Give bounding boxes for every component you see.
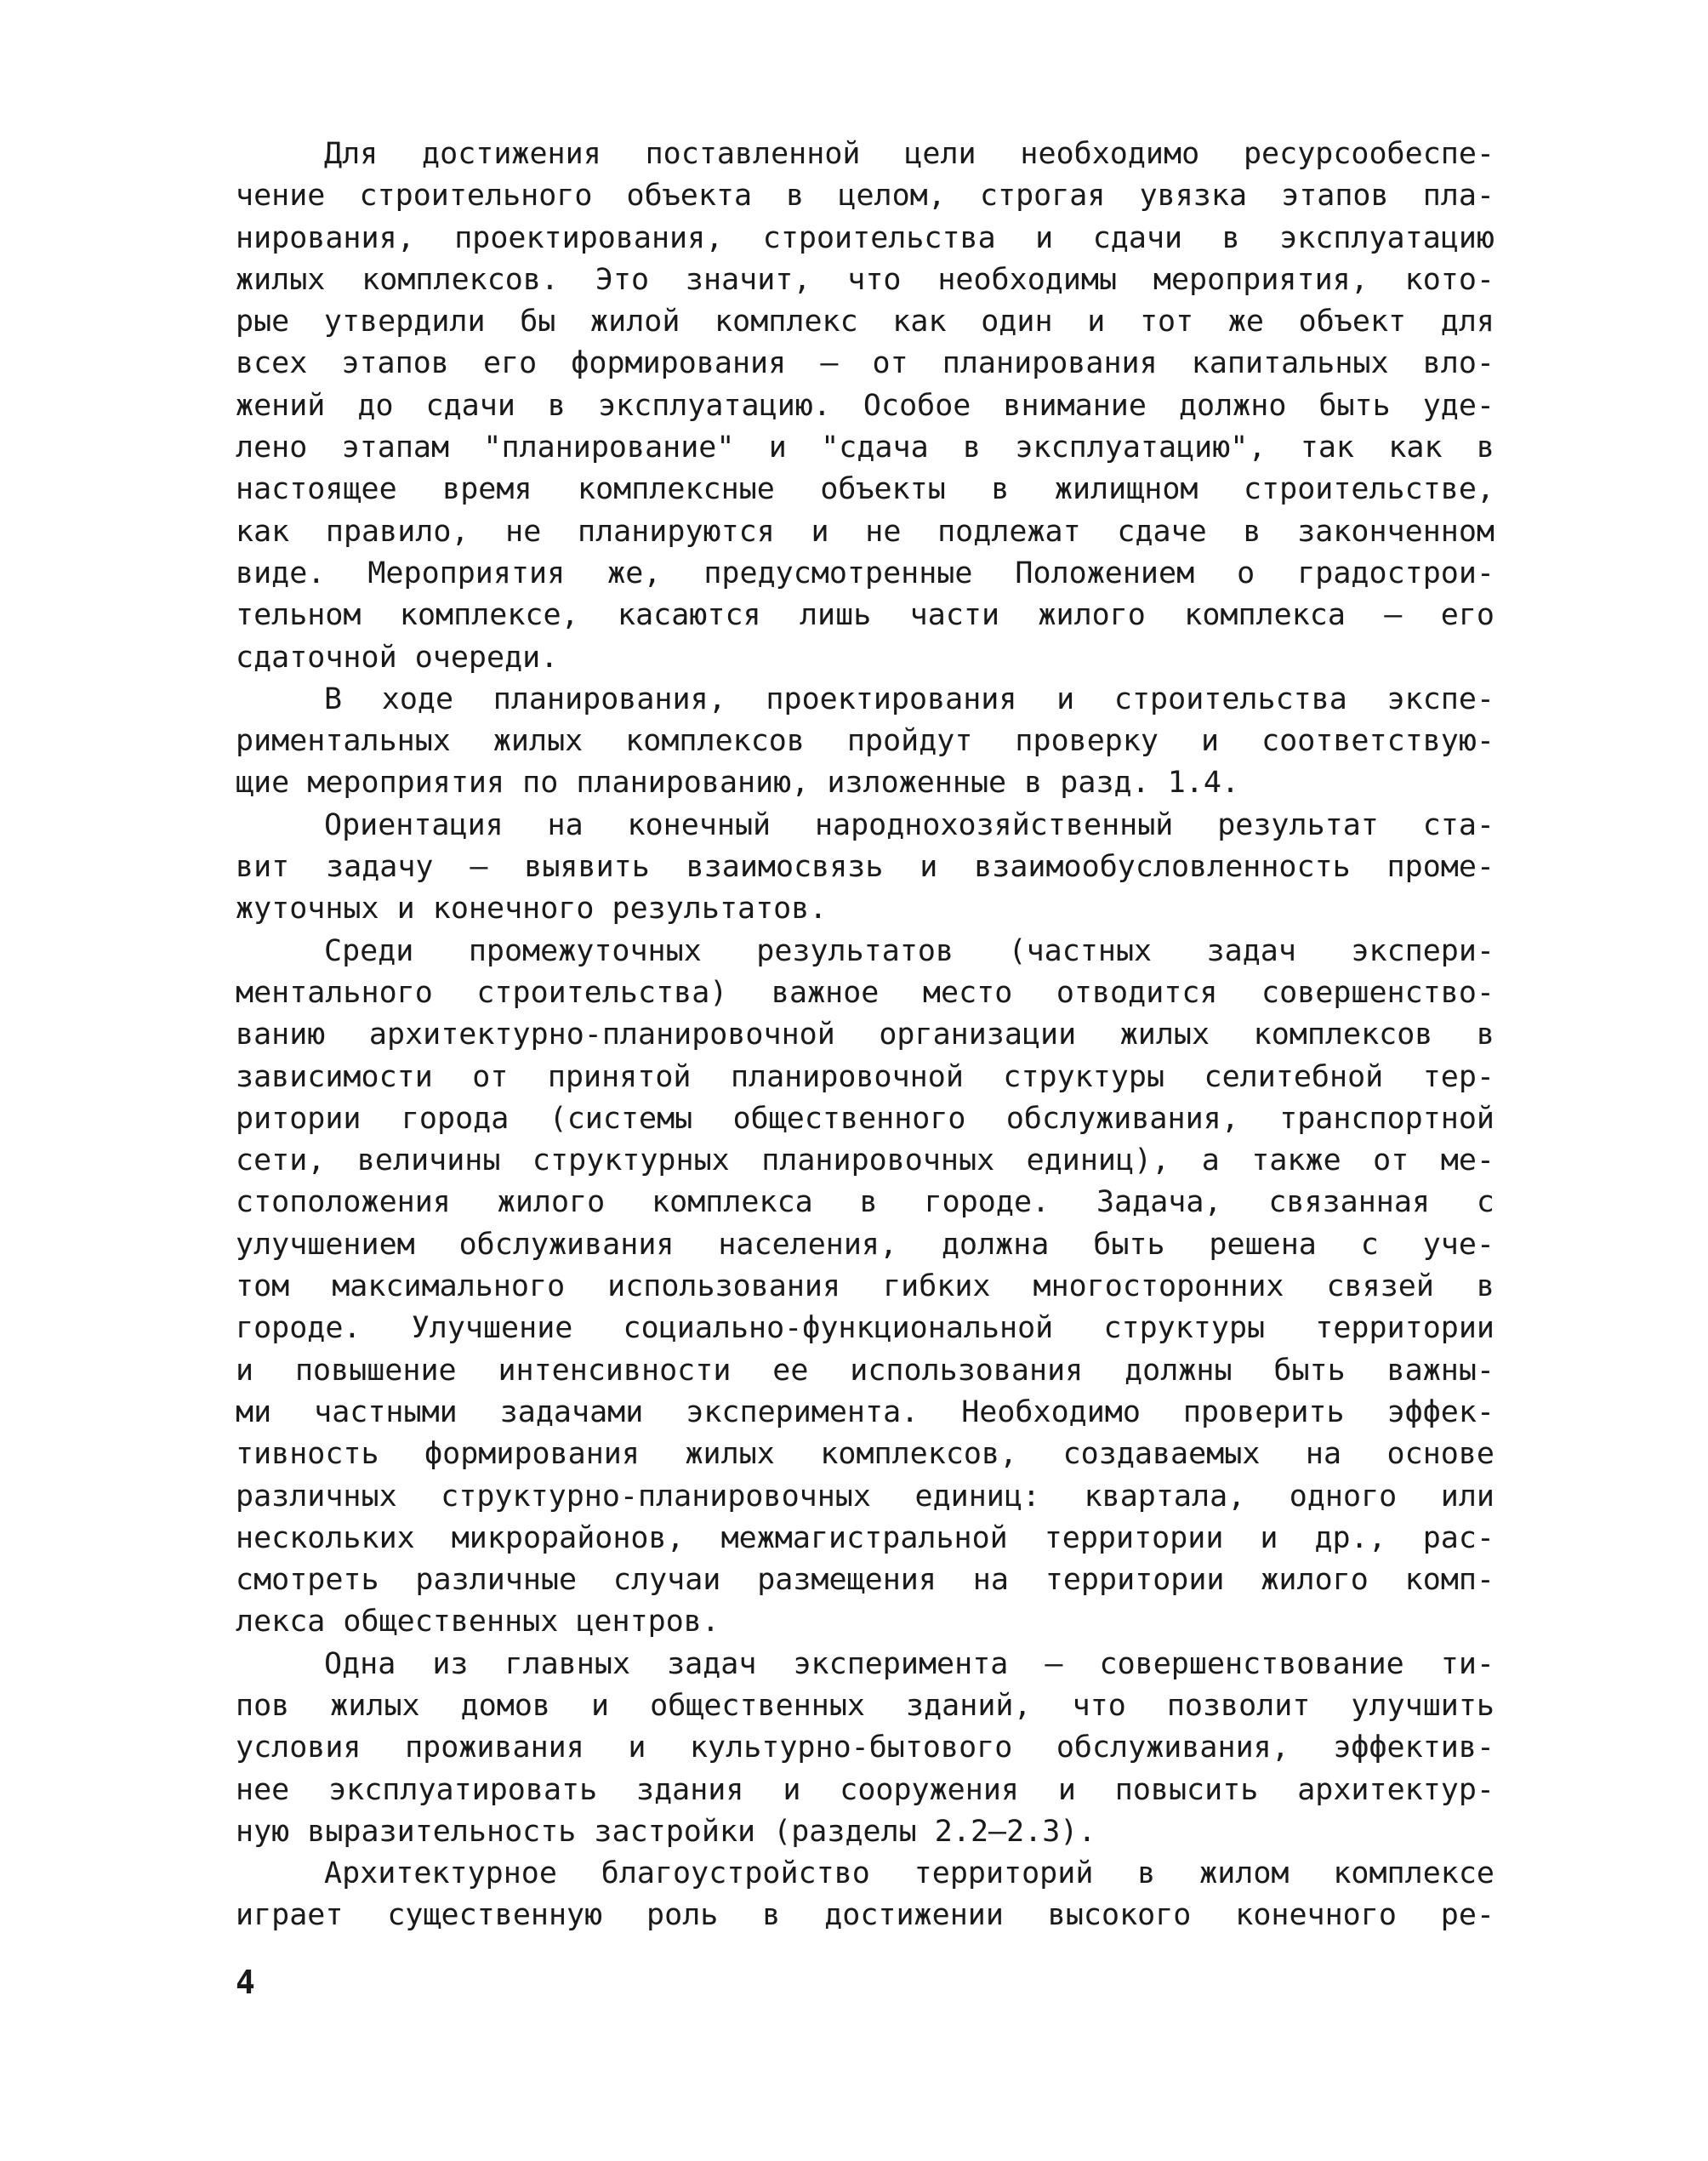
text-line: сдаточной очереди. [236, 640, 559, 675]
text-line: Одна из главных задач эксперимента – совершенствование ти- [324, 1646, 1494, 1681]
text-line: условия проживания и культурно-бытового обслуживания, эффектив- [236, 1731, 1494, 1765]
text-line: зависимости от принятой планировочной структуры селитебной тер- [236, 1059, 1494, 1094]
text-line: Ориентация на конечный народнохозяйственный результат ста- [324, 807, 1494, 842]
text-line: тельном комплексе, касаются лишь части жилого комплекса – его [236, 598, 1494, 633]
text-line: ную выразительность застройки (разделы 2.2–2.3). [236, 1814, 1096, 1849]
text-line: лекса общественных центров. [236, 1605, 720, 1639]
text-line: ритории города (системы общественного обслуживания, транспортной [236, 1101, 1494, 1136]
text-line: нее эксплуатировать здания и сооружения и повысить архитектур- [236, 1772, 1494, 1807]
text-line: жилых комплексов. Это значит, что необходимы мероприятия, кото- [236, 262, 1494, 297]
text-line: ванию архитектурно-планировочной организации жилых комплексов в [236, 1018, 1494, 1052]
text-line: стоположения жилого комплекса в городе. Задача, связанная с [236, 1185, 1494, 1220]
text-line: нескольких микрорайонов, межмагистральной территории и др., рас- [236, 1520, 1494, 1555]
text-line: виде. Мероприятия же, предусмотренные Положением о градострои- [236, 556, 1494, 590]
text-line: том максимального использования гибких многосторонних связей в [236, 1269, 1494, 1304]
text-line: как правило, не планируются и не подлежат сдаче в законченном [236, 514, 1494, 549]
text-line: лено этапам "планирование" и "сдача в эксплуатацию", так как в [236, 430, 1494, 465]
text-line: различных структурно-планировочных единиц: квартала, одного или [236, 1479, 1494, 1514]
text-line: нирования, проектирования, строительства и сдачи в эксплуатацию [236, 220, 1494, 255]
text-line: ми частными задачами эксперимента. Необходимо проверить эффек- [236, 1394, 1494, 1429]
text-line: Для достижения поставленной цели необходимо ресурсообеспе- [324, 137, 1494, 171]
text-line: сети, величины структурных планировочных единиц), а также от ме- [236, 1143, 1494, 1178]
text-line: улучшением обслуживания населения, должна быть решена с уче- [236, 1227, 1494, 1262]
text-line: смотреть различные случаи размещения на территории жилого комп- [236, 1563, 1494, 1598]
text-line: рые утвердили бы жилой комплекс как один и тот же объект для [236, 305, 1494, 339]
text-line: Архитектурное благоустройство территорий в жилом комплексе [324, 1856, 1494, 1891]
text-line: Среди промежуточных результатов (частных задач экспери- [324, 933, 1494, 968]
text-line: В ходе планирования, проектирования и строительства экспе- [324, 681, 1494, 716]
text-line: вит задачу – выявить взаимосвязь и взаимообусловленность проме- [236, 850, 1494, 885]
text-line: городе. Улучшение социально-функциональной структуры территории [236, 1311, 1494, 1346]
text-line: и повышение интенсивности ее использования должны быть важны- [236, 1353, 1494, 1388]
text-line: риментальных жилых комплексов пройдут проверку и соответствую- [236, 724, 1494, 759]
text-line: пов жилых домов и общественных зданий, что позволит улучшить [236, 1688, 1494, 1723]
text-line: всех этапов его формирования – от планирования капитальных вло- [236, 346, 1494, 381]
text-line: тивность формирования жилых комплексов, создаваемых на основе [236, 1437, 1494, 1472]
text-line: играет существенную роль в достижении высокого конечного ре- [236, 1898, 1494, 1933]
text-line: чение строительного объекта в целом, строгая увязка этапов пла- [236, 179, 1494, 214]
text-line: ментального строительства) важное место отводится совершенство- [236, 975, 1494, 1010]
page-number: 4 [236, 1964, 255, 2001]
text-line: щие мероприятия по планированию, изложенные в разд. 1.4. [236, 766, 1240, 801]
body-text [236, 134, 1494, 1937]
text-line: жений до сдачи в эксплуатацию. Особое внимание должно быть уде- [236, 388, 1494, 423]
text-line: настоящее время комплексные объекты в жилищном строительстве, [236, 472, 1494, 507]
text-line: жуточных и конечного результатов. [236, 892, 828, 927]
